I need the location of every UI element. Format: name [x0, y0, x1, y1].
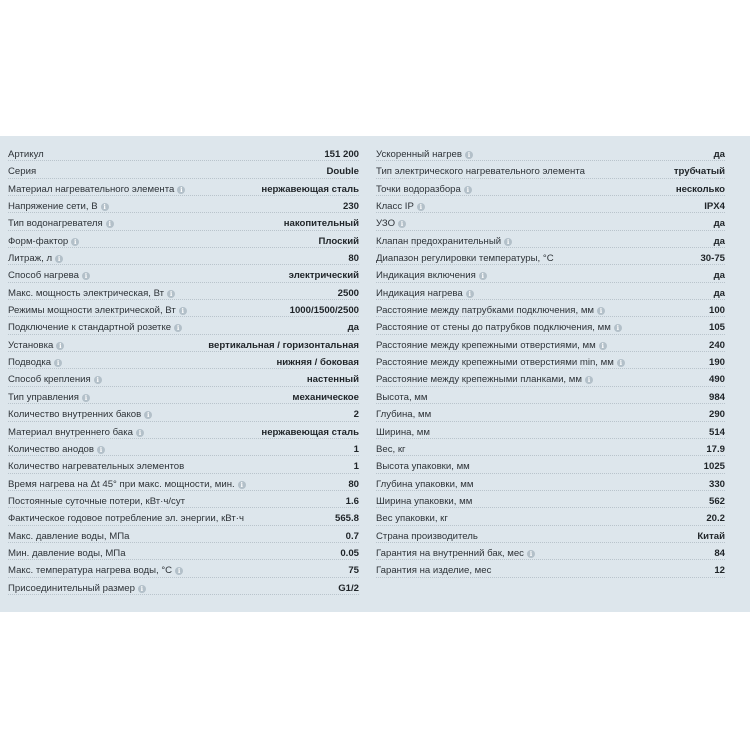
spec-label — [376, 236, 512, 247]
spec-label-text: Тип водонагревателя — [8, 218, 103, 230]
info-icon[interactable]: i — [101, 203, 109, 211]
spec-value: 75 — [348, 565, 359, 577]
info-icon[interactable]: i — [614, 324, 622, 332]
info-icon[interactable]: i — [466, 290, 474, 298]
spec-value: несколько — [675, 183, 725, 195]
spec-label — [376, 392, 427, 403]
row-divider — [8, 438, 359, 439]
spec-label-text: Расстояние между крепежными отверстиями min, мм — [376, 357, 614, 369]
spec-label — [8, 288, 175, 299]
spec-value: да — [713, 287, 725, 299]
spec-row — [376, 302, 725, 319]
spec-row — [376, 181, 725, 198]
spec-label-text: Установка — [8, 339, 54, 351]
spec-label — [8, 166, 36, 177]
spec-label — [8, 357, 62, 368]
info-icon[interactable]: i — [599, 342, 607, 350]
spec-label-text: Расстояние между крепежными отверстиями, мм — [376, 339, 596, 351]
row-divider — [376, 507, 725, 508]
spec-value: 562 — [708, 495, 725, 507]
info-icon[interactable]: i — [106, 220, 114, 228]
info-icon[interactable]: i — [504, 238, 512, 246]
specs-column-right — [376, 146, 725, 580]
spec-value: Плоский — [318, 235, 359, 247]
spec-value: 100 — [708, 305, 725, 317]
spec-value: настенный — [306, 374, 359, 386]
spec-label — [8, 392, 90, 403]
spec-value: 84 — [714, 547, 725, 559]
spec-value: 80 — [348, 478, 359, 490]
row-divider — [376, 455, 725, 456]
info-icon[interactable]: i — [175, 567, 183, 575]
spec-row — [376, 476, 725, 493]
spec-label — [376, 531, 478, 542]
spec-label — [8, 236, 79, 247]
info-icon[interactable]: i — [417, 203, 425, 211]
row-divider — [376, 525, 725, 526]
spec-label — [8, 565, 183, 576]
spec-label — [376, 253, 554, 264]
info-icon[interactable]: i — [585, 376, 593, 384]
spec-label — [376, 513, 448, 524]
spec-value: да — [713, 270, 725, 282]
row-divider — [8, 403, 359, 404]
spec-label — [376, 374, 593, 385]
spec-value: 1 — [353, 443, 359, 455]
info-icon[interactable]: i — [597, 307, 605, 315]
row-divider — [376, 577, 725, 578]
info-icon[interactable]: i — [479, 272, 487, 280]
spec-value: 80 — [348, 253, 359, 265]
row-divider — [8, 230, 359, 231]
info-icon[interactable]: i — [167, 290, 175, 298]
spec-value: 1000/1500/2500 — [289, 305, 359, 317]
spec-label-text: Точки водоразбора — [376, 183, 461, 195]
spec-value: G1/2 — [338, 582, 359, 594]
info-icon[interactable]: i — [398, 220, 406, 228]
info-icon[interactable]: i — [71, 238, 79, 246]
spec-row — [8, 354, 359, 371]
spec-label — [8, 531, 129, 542]
spec-value: 105 — [708, 322, 725, 334]
row-divider — [376, 264, 725, 265]
spec-row — [8, 233, 359, 250]
info-icon[interactable]: i — [177, 186, 185, 194]
spec-row — [8, 562, 359, 579]
row-divider — [8, 178, 359, 179]
spec-label — [8, 218, 114, 229]
spec-row — [8, 441, 359, 458]
spec-value: 240 — [708, 339, 725, 351]
spec-value: 12 — [714, 565, 725, 577]
row-divider — [8, 195, 359, 196]
spec-value: 1025 — [703, 461, 725, 473]
info-icon[interactable]: i — [82, 272, 90, 280]
spec-label-text: Ширина упаковки, мм — [376, 495, 473, 507]
row-divider — [8, 282, 359, 283]
row-divider — [8, 559, 359, 560]
row-divider — [8, 299, 359, 300]
spec-label-text: Время нагрева на Δt 45° при макс. мощности, мин. — [8, 478, 235, 490]
spec-label-text: Форм-фактор — [8, 235, 69, 247]
spec-label — [376, 270, 487, 281]
spec-label-text: Класс IP — [376, 201, 414, 213]
spec-value: 30-75 — [700, 253, 725, 265]
info-icon[interactable]: i — [55, 255, 63, 263]
info-icon[interactable]: i — [238, 481, 246, 489]
row-divider — [376, 438, 725, 439]
spec-label — [8, 201, 109, 212]
info-icon[interactable]: i — [136, 429, 144, 437]
row-divider — [376, 334, 725, 335]
spec-label-text: Высота, мм — [376, 391, 428, 403]
spec-label — [376, 427, 430, 438]
spec-value: IPX4 — [704, 201, 725, 213]
row-divider — [8, 368, 359, 369]
spec-label-text: Диапазон регулировки температуры, °С — [376, 253, 554, 265]
spec-label-text: Количество анодов — [8, 443, 94, 455]
spec-value: нержавеющая сталь — [261, 183, 359, 195]
spec-value: накопительный — [283, 218, 359, 230]
row-divider — [376, 160, 725, 161]
row-divider — [376, 386, 725, 387]
spec-label-text: Подводка — [8, 357, 52, 369]
spec-row — [8, 250, 359, 267]
spec-label-text: Напряжение сети, В — [8, 201, 98, 213]
info-icon[interactable]: i — [54, 359, 62, 367]
spec-label-text: Тип электрического нагревательного элемента — [376, 166, 585, 178]
spec-label-text: Ускоренный нагрев — [376, 149, 462, 160]
info-icon[interactable]: i — [179, 307, 187, 315]
spec-value: 290 — [708, 409, 725, 421]
row-divider — [8, 334, 359, 335]
spec-label-text: Расстояние между патрубками подключения, мм — [376, 305, 595, 317]
spec-label-text: Клапан предохранительный — [376, 235, 502, 247]
spec-row — [376, 528, 725, 545]
info-icon[interactable]: i — [82, 394, 90, 402]
spec-label — [8, 270, 90, 281]
spec-label — [8, 461, 184, 472]
spec-label — [8, 253, 63, 264]
spec-label-text: Серия — [8, 166, 37, 178]
spec-label-text: Способ крепления — [8, 374, 91, 386]
spec-row — [376, 198, 725, 215]
spec-label-text: Расстояние от стены до патрубков подключения, мм — [376, 322, 611, 334]
spec-row — [376, 233, 725, 250]
spec-row — [376, 493, 725, 510]
row-divider — [8, 386, 359, 387]
spec-label — [376, 305, 605, 316]
spec-label-text: Подключение к стандартной розетке — [8, 322, 172, 334]
spec-label-text: Вес упаковки, кг — [376, 513, 448, 525]
spec-row — [8, 319, 359, 336]
spec-row — [8, 493, 359, 510]
spec-row — [8, 302, 359, 319]
spec-label-text: Макс. температура нагрева воды, °С — [8, 565, 173, 577]
row-divider — [8, 455, 359, 456]
spec-label-text: Макс. давление воды, МПа — [8, 530, 130, 542]
info-icon[interactable]: i — [56, 342, 64, 350]
spec-row — [8, 371, 359, 388]
spec-value: 0.05 — [340, 547, 359, 559]
info-icon[interactable]: i — [527, 550, 535, 558]
spec-label — [376, 166, 585, 177]
spec-value: да — [713, 149, 725, 160]
spec-value: 151 200 — [324, 149, 359, 160]
row-divider — [376, 178, 725, 179]
info-icon[interactable]: i — [617, 359, 625, 367]
spec-row — [8, 285, 359, 302]
row-divider — [8, 247, 359, 248]
spec-label-text: Индикация включения — [376, 270, 476, 282]
spec-row — [376, 337, 725, 354]
row-divider — [376, 542, 725, 543]
spec-label — [376, 496, 472, 507]
spec-row — [376, 215, 725, 232]
spec-row — [376, 285, 725, 302]
spec-value: да — [713, 218, 725, 230]
row-divider — [376, 316, 725, 317]
spec-label — [376, 409, 431, 420]
spec-value: механическое — [292, 391, 359, 403]
spec-label — [376, 218, 406, 229]
spec-row — [376, 441, 725, 458]
spec-label-text: Артикул — [8, 149, 44, 160]
spec-label — [376, 479, 473, 490]
info-icon[interactable]: i — [465, 151, 473, 159]
info-icon[interactable]: i — [97, 446, 105, 454]
spec-label — [8, 409, 152, 420]
spec-row — [8, 215, 359, 232]
spec-row — [8, 424, 359, 441]
spec-value: Китай — [697, 530, 725, 542]
spec-row — [8, 337, 359, 354]
spec-label — [8, 513, 244, 524]
spec-row — [8, 146, 359, 163]
spec-value: нержавеющая сталь — [261, 426, 359, 438]
row-divider — [376, 421, 725, 422]
spec-row — [376, 562, 725, 579]
spec-row — [8, 528, 359, 545]
spec-label — [8, 548, 126, 559]
info-icon[interactable]: i — [464, 186, 472, 194]
spec-label-text: УЗО — [376, 218, 396, 230]
spec-row — [376, 250, 725, 267]
spec-value: 190 — [708, 357, 725, 369]
spec-label-text: Расстояние между крепежными планками, мм — [376, 374, 582, 386]
spec-row — [8, 163, 359, 180]
spec-row — [376, 146, 725, 163]
spec-label — [376, 548, 535, 559]
spec-value: да — [713, 235, 725, 247]
spec-value: 2 — [353, 409, 359, 421]
spec-value: 514 — [708, 426, 725, 438]
spec-row — [376, 406, 725, 423]
spec-value: 1 — [353, 461, 359, 473]
row-divider — [8, 594, 359, 595]
spec-row — [8, 198, 359, 215]
spec-label-text: Макс. мощность электрическая, Вт — [8, 287, 165, 299]
spec-value: 984 — [708, 391, 725, 403]
spec-row — [8, 181, 359, 198]
spec-value: электрический — [288, 270, 359, 282]
spec-value: трубчатый — [673, 166, 725, 178]
row-divider — [376, 473, 725, 474]
spec-label-text: Ширина, мм — [376, 426, 431, 438]
spec-label-text: Способ нагрева — [8, 270, 79, 282]
spec-label — [8, 340, 64, 351]
spec-label-text: Глубина упаковки, мм — [376, 478, 474, 490]
spec-label — [376, 444, 406, 455]
info-icon[interactable]: i — [144, 411, 152, 419]
spec-row — [376, 267, 725, 284]
spec-label — [376, 565, 491, 576]
spec-label — [8, 427, 144, 438]
row-divider — [8, 212, 359, 213]
spec-value: 20.2 — [706, 513, 725, 525]
spec-row — [8, 545, 359, 562]
spec-label — [376, 288, 474, 299]
row-divider — [376, 403, 725, 404]
row-divider — [8, 351, 359, 352]
row-divider — [8, 421, 359, 422]
row-divider — [8, 507, 359, 508]
spec-row — [8, 510, 359, 527]
row-divider — [8, 577, 359, 578]
spec-row — [8, 580, 359, 597]
spec-value: Double — [326, 166, 359, 178]
spec-value: 2500 — [337, 287, 359, 299]
spec-label-text: Фактическое годовое потребление эл. энергии, кВт·ч — [8, 513, 244, 525]
spec-label-text: Мин. давление воды, МПа — [8, 547, 126, 559]
spec-row — [376, 458, 725, 475]
spec-row — [376, 545, 725, 562]
row-divider — [8, 473, 359, 474]
info-icon[interactable]: i — [138, 585, 146, 593]
spec-row — [8, 267, 359, 284]
spec-label — [8, 479, 246, 490]
spec-label-text: Вес, кг — [376, 443, 406, 455]
spec-label-text: Материал внутреннего бака — [8, 426, 133, 438]
spec-label — [376, 461, 470, 472]
spec-label-text: Количество внутренних баков — [8, 409, 142, 421]
spec-label-text: Гарантия на изделие, мес — [376, 565, 492, 577]
spec-label — [8, 496, 185, 507]
spec-label-text: Присоединительный размер — [8, 582, 135, 594]
spec-label — [376, 357, 625, 368]
spec-label-text: Материал нагревательного элемента — [8, 183, 175, 195]
spec-label-text: Индикация нагрева — [376, 287, 463, 299]
spec-label — [8, 184, 185, 195]
spec-label-text: Глубина, мм — [376, 409, 432, 421]
row-divider — [376, 559, 725, 560]
spec-value: вертикальная / горизонтальная — [208, 339, 359, 351]
spec-value: 230 — [342, 201, 359, 213]
spec-label — [8, 374, 102, 385]
spec-label — [376, 184, 472, 195]
spec-row — [8, 476, 359, 493]
row-divider — [8, 160, 359, 161]
spec-label-text: Постоянные суточные потери, кВт·ч/сут — [8, 495, 186, 507]
row-divider — [8, 542, 359, 543]
spec-label — [8, 305, 187, 316]
row-divider — [8, 525, 359, 526]
spec-value: 1.6 — [345, 495, 359, 507]
spec-row — [376, 424, 725, 441]
spec-value: 490 — [708, 374, 725, 386]
spec-label — [376, 201, 425, 212]
spec-label-text: Гарантия на внутренний бак, мес — [376, 547, 524, 559]
spec-value: нижняя / боковая — [276, 357, 359, 369]
specs-column-left — [8, 146, 359, 597]
spec-label — [8, 322, 182, 333]
spec-row — [376, 319, 725, 336]
row-divider — [8, 490, 359, 491]
spec-label — [376, 322, 622, 333]
spec-label — [376, 340, 607, 351]
row-divider — [376, 195, 725, 196]
spec-label-text: Высота упаковки, мм — [376, 461, 470, 473]
spec-label-text: Страна производитель — [376, 530, 478, 542]
row-divider — [376, 490, 725, 491]
row-divider — [8, 264, 359, 265]
spec-value: 17.9 — [706, 443, 725, 455]
row-divider — [376, 230, 725, 231]
row-divider — [8, 316, 359, 317]
info-icon[interactable]: i — [174, 324, 182, 332]
row-divider — [376, 368, 725, 369]
spec-row — [8, 406, 359, 423]
spec-label — [8, 444, 105, 455]
spec-label — [8, 149, 44, 160]
spec-row — [376, 371, 725, 388]
spec-value: 565.8 — [334, 513, 359, 525]
row-divider — [376, 212, 725, 213]
spec-value: да — [347, 322, 359, 334]
info-icon[interactable]: i — [94, 376, 102, 384]
spec-value: 0.7 — [345, 530, 359, 542]
spec-label-text: Литраж, л — [8, 253, 53, 265]
spec-row — [8, 389, 359, 406]
spec-row — [376, 510, 725, 527]
row-divider — [376, 247, 725, 248]
row-divider — [376, 282, 725, 283]
row-divider — [376, 351, 725, 352]
spec-label — [376, 149, 473, 160]
spec-row — [376, 354, 725, 371]
spec-value: 330 — [708, 478, 725, 490]
spec-label-text: Режимы мощности электрической, Вт — [8, 305, 176, 317]
spec-label — [8, 583, 146, 594]
spec-row — [8, 458, 359, 475]
spec-row — [376, 389, 725, 406]
spec-label-text: Количество нагревательных элементов — [8, 461, 185, 473]
spec-row — [376, 163, 725, 180]
row-divider — [376, 299, 725, 300]
spec-label-text: Тип управления — [8, 391, 79, 403]
